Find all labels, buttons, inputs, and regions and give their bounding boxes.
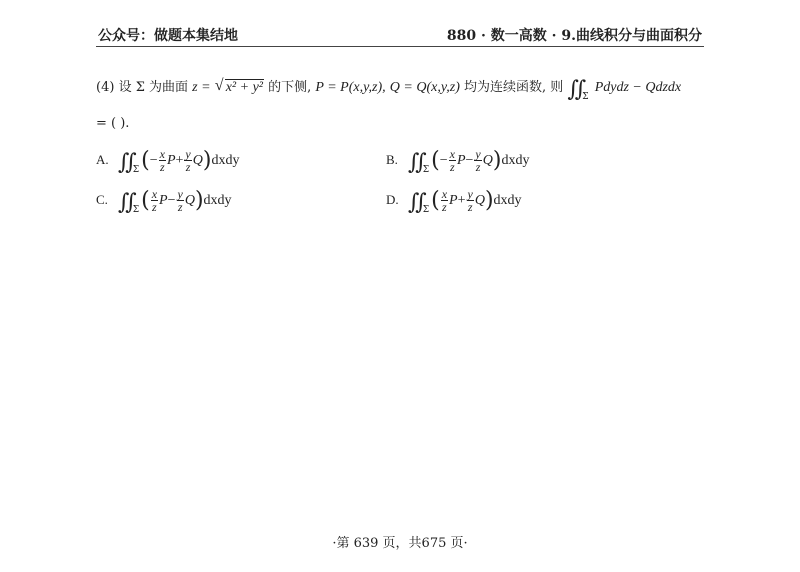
option-b [386, 148, 529, 175]
fraction-x-over-z-num: x [441, 187, 448, 201]
fraction-x-over-z-den: z [449, 160, 455, 174]
q-definition: Q = Q(x,y,z) [389, 80, 460, 95]
fraction-y-over-z-den: z [475, 160, 481, 174]
option-d [386, 188, 522, 215]
p-definition: P = P(x,y,z), [315, 80, 386, 95]
surface-sqrt: √ x² + y² [214, 77, 263, 95]
fraction-x-over-z [159, 148, 166, 173]
fraction-x-over-z-num: x [449, 147, 455, 161]
fraction-y-over-z-num: y [177, 187, 183, 201]
fraction-y-over-z-num: y [467, 187, 473, 201]
fraction-y-over-z [474, 148, 481, 173]
question-text-intro: 设 Σ 为曲面 [118, 80, 189, 95]
left-paren: ( [141, 188, 150, 213]
option-label: B. [386, 152, 398, 167]
fraction-x-over-z [441, 188, 448, 213]
option-label: A. [96, 152, 109, 167]
page-header [96, 22, 704, 47]
sqrt-radicand: x² + y² [225, 80, 263, 95]
fraction-x-over-z-num: x [151, 187, 158, 201]
surface-integral-symbol: ∬ [408, 190, 420, 215]
operator: + [175, 153, 184, 168]
surface-lhs: z = [192, 80, 211, 95]
fraction-y-over-z [184, 148, 191, 173]
operator: − [465, 153, 474, 168]
question-text-continuous: 均为连续函数, 则 [464, 80, 564, 95]
fraction-y-over-z-num: y [475, 147, 481, 161]
right-paren: ) [492, 148, 502, 173]
question-text-side: 的下侧, [268, 80, 312, 95]
fraction-y-over-z [467, 188, 474, 213]
differential: dxdy [493, 193, 522, 208]
term-q: Q [184, 193, 195, 208]
left-paren: ( [431, 188, 440, 213]
term-p: P [449, 193, 458, 208]
fraction-y-over-z-num: y [185, 147, 191, 161]
right-paren: ) [484, 188, 494, 213]
leading-sign: − [149, 153, 158, 168]
differential: dxdy [203, 193, 232, 208]
fraction-y-over-z [177, 188, 184, 213]
term-p: P [159, 193, 168, 208]
fraction-x-over-z-den: z [442, 200, 447, 214]
integral-sub-sigma: Σ [582, 92, 589, 102]
question-number: (4) [96, 80, 115, 95]
surface-integral-symbol: ∬ [118, 190, 130, 215]
question-line-2 [96, 116, 129, 131]
left-paren: ( [431, 148, 440, 173]
differential: dxdy [211, 153, 240, 168]
fraction-x-over-z [151, 188, 158, 213]
fraction-y-over-z-den: z [185, 160, 191, 174]
operator: − [167, 193, 176, 208]
option-c [96, 188, 232, 215]
integral-sub-sigma: Σ [132, 165, 140, 175]
surface-integral-symbol: ∬ [408, 150, 420, 175]
term-p: P [456, 153, 466, 168]
fraction-y-over-z-den: z [177, 200, 183, 214]
fraction-x-over-z-den: z [152, 200, 157, 214]
differential: dxdy [501, 153, 530, 168]
fraction-x-over-z-num: x [159, 147, 165, 161]
answer-blank: = ( ). [96, 116, 130, 131]
right-paren: ) [202, 148, 212, 173]
term-q: Q [192, 153, 203, 168]
fraction-x-over-z-den: z [159, 160, 165, 174]
operator: + [457, 193, 466, 208]
term-q: Q [482, 153, 493, 168]
page-footer: ·第 639 页，共675 页· [332, 536, 468, 551]
right-paren: ) [194, 188, 204, 213]
option-label: C. [96, 192, 108, 207]
fraction-y-over-z-den: z [467, 200, 473, 214]
leading-sign: − [439, 153, 448, 168]
option-a [96, 148, 239, 175]
fraction-x-over-z [449, 148, 456, 173]
integral-sub-sigma: Σ [422, 205, 430, 215]
surface-integral-symbol: ∬ [118, 150, 130, 175]
option-label: D. [386, 192, 399, 207]
term-q: Q [474, 193, 485, 208]
term-p: P [166, 153, 176, 168]
integral-sub-sigma: Σ [422, 165, 430, 175]
surface-integral-symbol: ∬ [567, 77, 580, 102]
header-chapter: 880 · 数一高数 · 9.曲线积分与曲面积分 [446, 28, 702, 44]
integrand: Pdydz − Qdzdx [594, 80, 682, 95]
header-source: 公众号：做题本集结地 [98, 28, 238, 44]
question-line-1 [96, 76, 681, 102]
left-paren: ( [141, 148, 150, 173]
integral-sub-sigma: Σ [132, 205, 140, 215]
